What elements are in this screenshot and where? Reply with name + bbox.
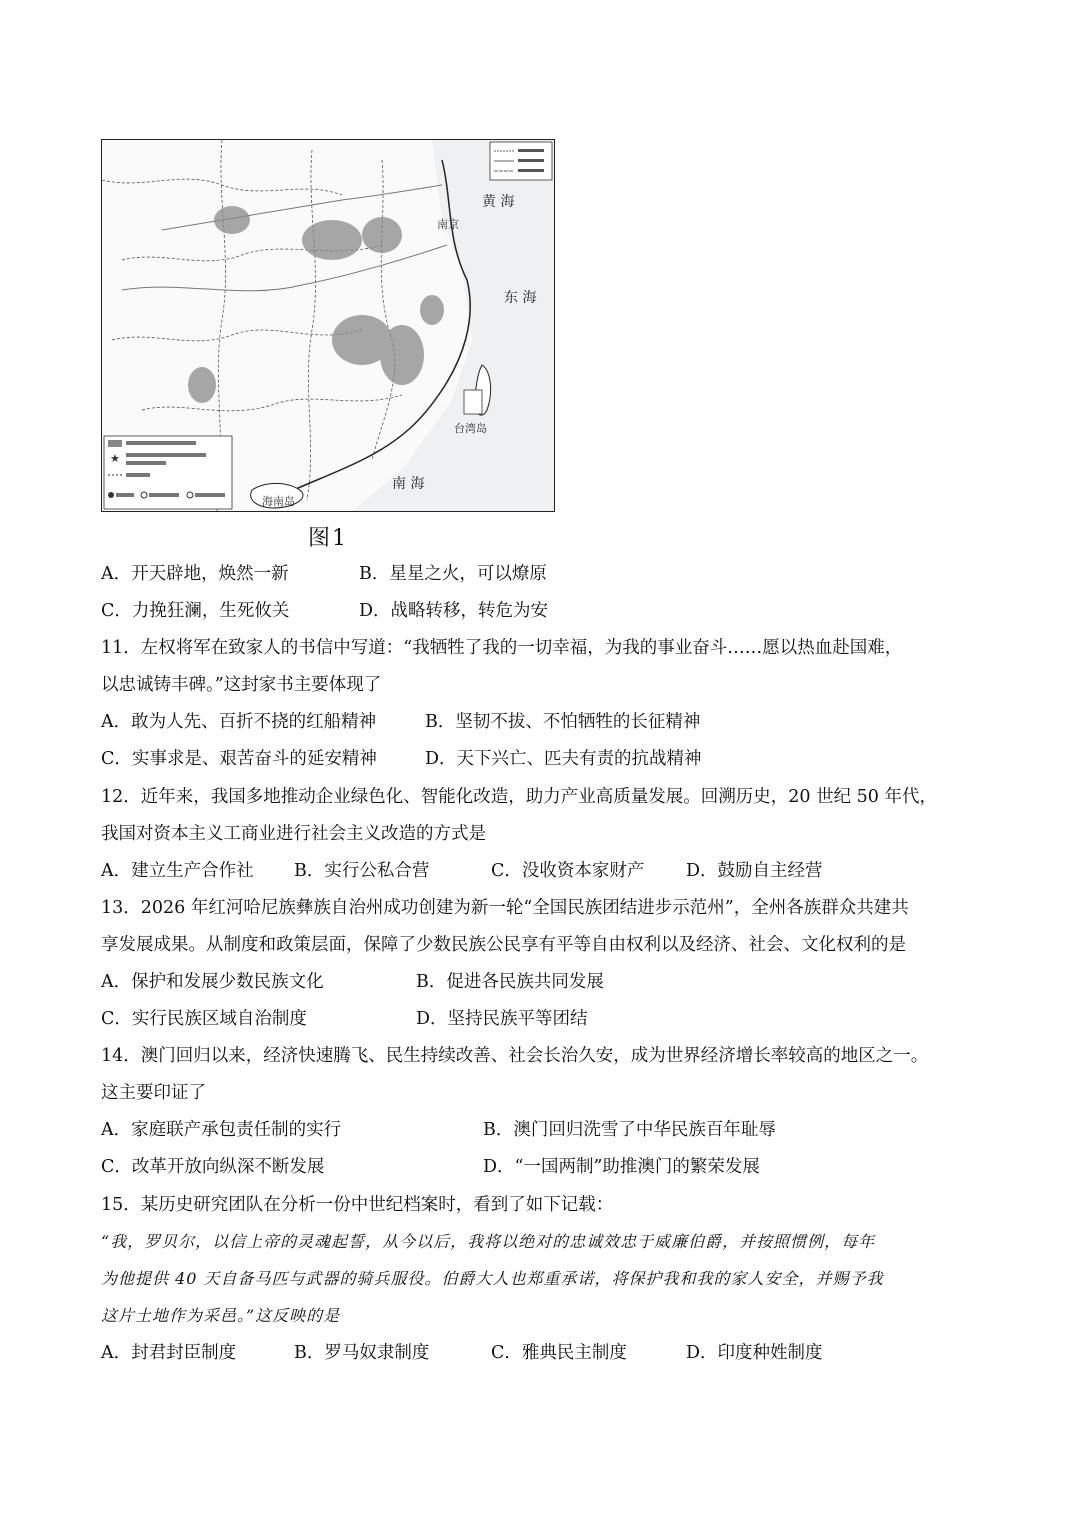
q15-option-c: C．雅典民主制度: [491, 1343, 627, 1363]
q11-option-c: C．实事求是、艰苦奋斗的延安精神: [101, 749, 377, 769]
q12-option-a: A．建立生产合作社: [101, 861, 254, 881]
q15-quote-line3: 这片土地作为采邑。”这反映的是: [101, 1306, 341, 1325]
q15-option-a: A．封君封臣制度: [101, 1343, 237, 1363]
q11-option-b: B．坚韧不拔、不怕牺牲的长征精神: [425, 712, 701, 732]
figure-caption: 图1: [308, 526, 348, 551]
svg-text:★: ★: [110, 452, 120, 465]
nanjing-label: 南京: [437, 218, 459, 231]
q11-stem-line2: 以忠诚铸丰碑。”这封家书主要体现了: [101, 675, 382, 695]
q12-option-b: B．实行公私合营: [294, 861, 430, 881]
east-sea-label: 东 海: [504, 290, 537, 306]
q15-option-d: D．印度种姓制度: [686, 1343, 823, 1363]
q14-option-b: B．澳门回归洗雪了中华民族百年耻辱: [483, 1120, 776, 1140]
q12-stem-line1: 12．近年来，我国多地推动企业绿色化、智能化改造，助力产业高质量发展。回溯历史，20 世纪 50 年代，: [101, 787, 937, 807]
yellow-sea-label: 黄 海: [482, 194, 515, 210]
q14-option-d: D．“一国两制”助推澳门的繁荣发展: [483, 1157, 760, 1177]
q13-stem-line1: 13．2026 年红河哈尼族彝族自治州成功创建为新一轮“全国民族团结进步示范州”，全州各族群众共建共: [101, 898, 909, 918]
q13-option-c: C．实行民族区域自治制度: [101, 1009, 307, 1029]
hainan-label: 海南岛: [262, 495, 295, 508]
q14-stem-line2: 这主要印证了: [101, 1083, 206, 1103]
q10-option-b: B．星星之火，可以燎原: [359, 564, 547, 584]
q13-option-b: B．促进各民族共同发展: [416, 972, 604, 992]
q12-stem-line2: 我国对资本主义工商业进行社会主义改造的方式是: [101, 824, 486, 844]
q15-quote-line1: “我，罗贝尔，以信上帝的灵魂起誓，从今以后，我将以绝对的忠诚效忠于威廉伯爵，并按照惯例，每年: [101, 1232, 876, 1251]
q14-stem-line1: 14．澳门回归以来，经济快速腾飞、民生持续改善、社会长治久安，成为世界经济增长率较高的地区之一。: [101, 1046, 929, 1066]
q15-stem-line1: 15．某历史研究团队在分析一份中世纪档案时，看到了如下记载：: [101, 1195, 614, 1215]
q15-quote-line2: 为他提供 40 天自备马匹与武器的骑兵服役。伯爵大人也郑重承诺，将保护我和我的家人安全，并赐予我: [101, 1269, 884, 1288]
q10-option-c: C．力挽狂澜，生死攸关: [101, 601, 290, 621]
q10-option-a: A．开天辟地，焕然一新: [101, 564, 289, 584]
history-map-figure: [101, 139, 555, 512]
q11-option-d: D．天下兴亡、匹夫有责的抗战精神: [425, 749, 702, 769]
q13-stem-line2: 享发展成果。从制度和政策层面，保障了少数民族公民享有平等自由权利以及经济、社会、文化权利的是: [101, 935, 906, 955]
q11-stem-line1: 11．左权将军在致家人的书信中写道：“我牺牲了我的一切幸福，为我的事业奋斗……愿以热血赴国难，: [101, 638, 903, 658]
q14-option-a: A．家庭联产承包责任制的实行: [101, 1120, 342, 1140]
taiwan-label: 台湾岛: [454, 422, 487, 435]
q13-option-a: A．保护和发展少数民族文化: [101, 972, 324, 992]
q12-option-d: D．鼓励自主经营: [686, 861, 823, 881]
q12-option-c: C．没收资本家财产: [491, 861, 645, 881]
south-sea-label: 南 海: [392, 476, 425, 492]
map-drawing: [102, 140, 554, 511]
q10-option-d: D．战略转移，转危为安: [359, 601, 549, 621]
q14-option-c: C．改革开放向纵深不断发展: [101, 1157, 325, 1177]
q13-option-d: D．坚持民族平等团结: [416, 1009, 588, 1029]
q15-option-b: B．罗马奴隶制度: [294, 1343, 430, 1363]
q11-option-a: A．敢为人先、百折不挠的红船精神: [101, 712, 377, 732]
